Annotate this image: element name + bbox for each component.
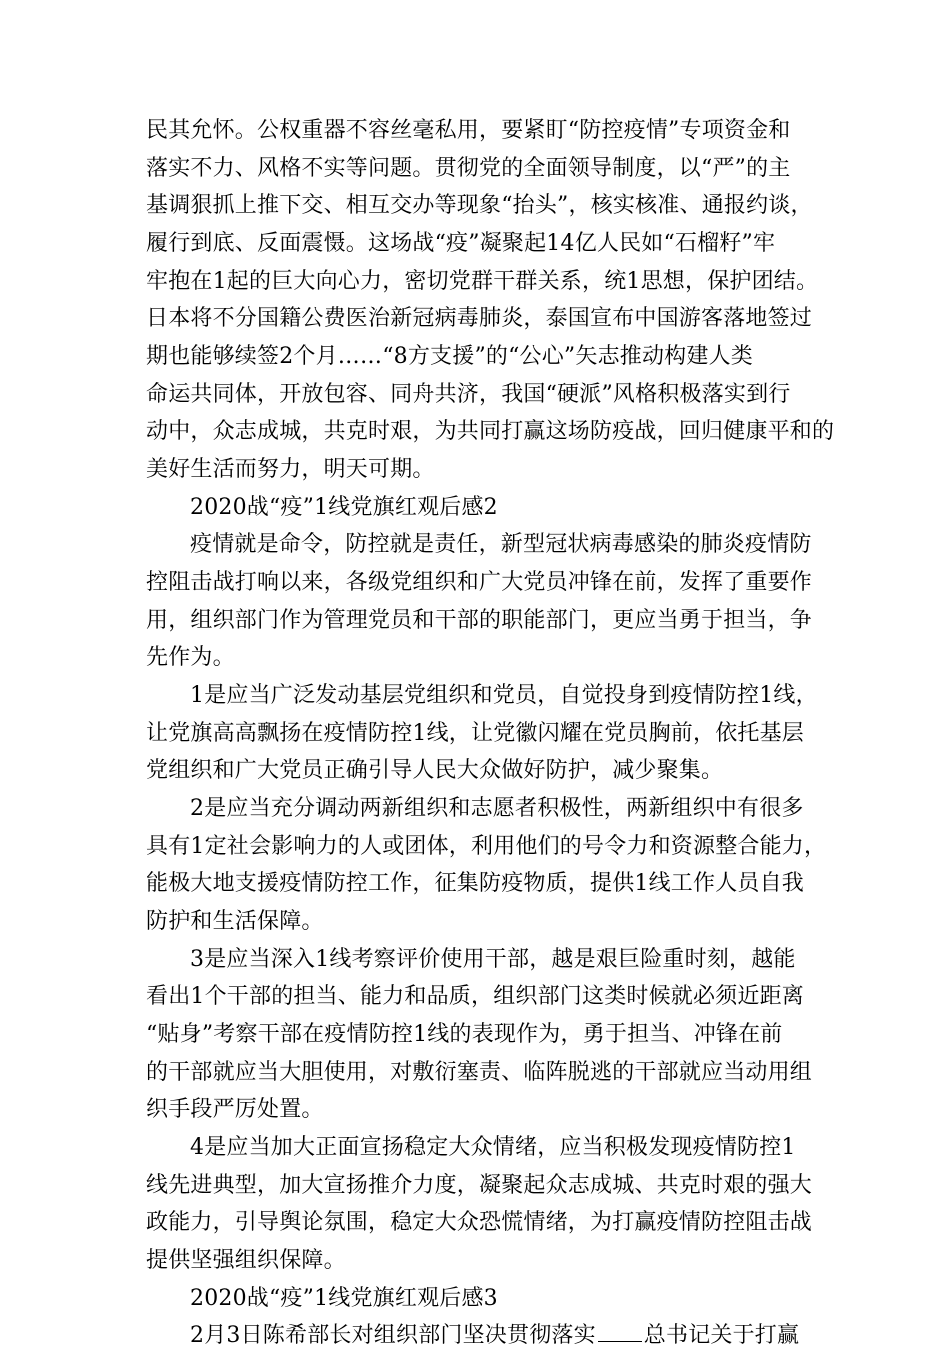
blank-underline [598, 1323, 642, 1342]
text-line: 织手段严厉处置。 [146, 1097, 324, 1122]
text-line: 的干部就应当大胆使用，对敷衍塞责、临阵脱逃的干部就应当动用组 [146, 1060, 813, 1085]
text-line: 1是应当广泛发动基层党组织和党员，自觉投身到疫情防控1线， [190, 683, 818, 708]
text-line: 看出1个干部的担当、能力和品质，组织部门这类时候就必须近距离 [146, 984, 804, 1009]
text-line: 线先进典型，加大宣扬推介力度，凝聚起众志成城、共克时艰的强大 [146, 1173, 813, 1198]
text-line: 落实不力、风格不实等问题。贯彻党的全面领导制度，以“严”的主 [146, 156, 791, 181]
text-line: 3是应当深入1线考察评价使用干部，越是艰巨险重时刻，越能 [190, 947, 796, 972]
text-line: 民其允怀。公权重器不容丝毫私用，要紧盯“防控疫情”专项资金和 [146, 118, 791, 143]
text-line: “贴身”考察干部在疫情防控1线的表现作为，勇于担当、冲锋在前 [146, 1022, 783, 1047]
text-line: 提供坚强组织保障。 [146, 1248, 346, 1273]
text-line: 疫情就是命令，防控就是责任，新型冠状病毒感染的肺炎疫情防 [190, 532, 812, 557]
text-line: 控阻击战打响以来，各级党组织和广大党员冲锋在前，发挥了重要作 [146, 570, 813, 595]
text-line: 期也能够续签2个月……“8方支援”的“公心”矢志推动构建人类 [146, 344, 753, 369]
text-line: 牢抱在1起的巨大向心力，密切党群干群关系，统1思想，保护团结。 [146, 269, 819, 294]
text-fragment: 总书记关于打赢 [643, 1323, 800, 1348]
section-heading: 2020战“疫”1线党旗红观后感3 [190, 1286, 498, 1311]
text-line: 2是应当充分调动两新组织和志愿者积极性，两新组织中有很多 [190, 796, 804, 821]
text-line: 履行到底、反面震慑。这场战“疫”凝聚起14亿人民如“石榴籽”牢 [146, 231, 776, 256]
text-line: 日本将不分国籍公费医治新冠病毒肺炎，泰国宣布中国游客落地签过 [146, 306, 813, 331]
text-line: 政能力，引导舆论氛围，稳定大众恐慌情绪，为打赢疫情防控阻击战 [146, 1210, 813, 1235]
text-line: 让党旗高高飘扬在疫情防控1线，让党徽闪耀在党员胸前，依托基层 [146, 721, 804, 746]
text-line: 命运共同体，开放包容、同舟共济，我国“硬派”风格积极落实到行 [146, 382, 791, 407]
text-line: 防护和生活保障。 [146, 909, 324, 934]
text-line: 美好生活而努力，明天可期。 [146, 457, 435, 482]
text-line: 党组织和广大党员正确引导人民大众做好防护，减少聚集。 [146, 758, 724, 783]
text-line: 能极大地支援疫情防控工作，征集防疫物质，提供1线工作人员自我 [146, 871, 804, 896]
text-line: 4是应当加大正面宣扬稳定大众情绪，应当积极发现疫情防控1 [190, 1135, 796, 1160]
section-heading: 2020战“疫”1线党旗红观后感2 [190, 495, 498, 520]
text-line: 基调狠抓上推下交、相互交办等现象“抬头”，核实核准、通报约谈， [146, 193, 813, 218]
text-line: 动中，众志成城，共克时艰，为共同打赢这场防疫战，回归健康平和的 [146, 419, 835, 444]
text-line: 先作为。 [146, 645, 235, 670]
text-fragment: 2月3日陈希部长对组织部门坚决贯彻落实 [190, 1323, 596, 1348]
text-line: 用，组织部门作为管理党员和干部的职能部门，更应当勇于担当，争 [146, 608, 813, 633]
text-line: 具有1定社会影响力的人或团体，利用他们的号令力和资源整合能力， [146, 834, 827, 859]
text-line [190, 1321, 799, 1351]
